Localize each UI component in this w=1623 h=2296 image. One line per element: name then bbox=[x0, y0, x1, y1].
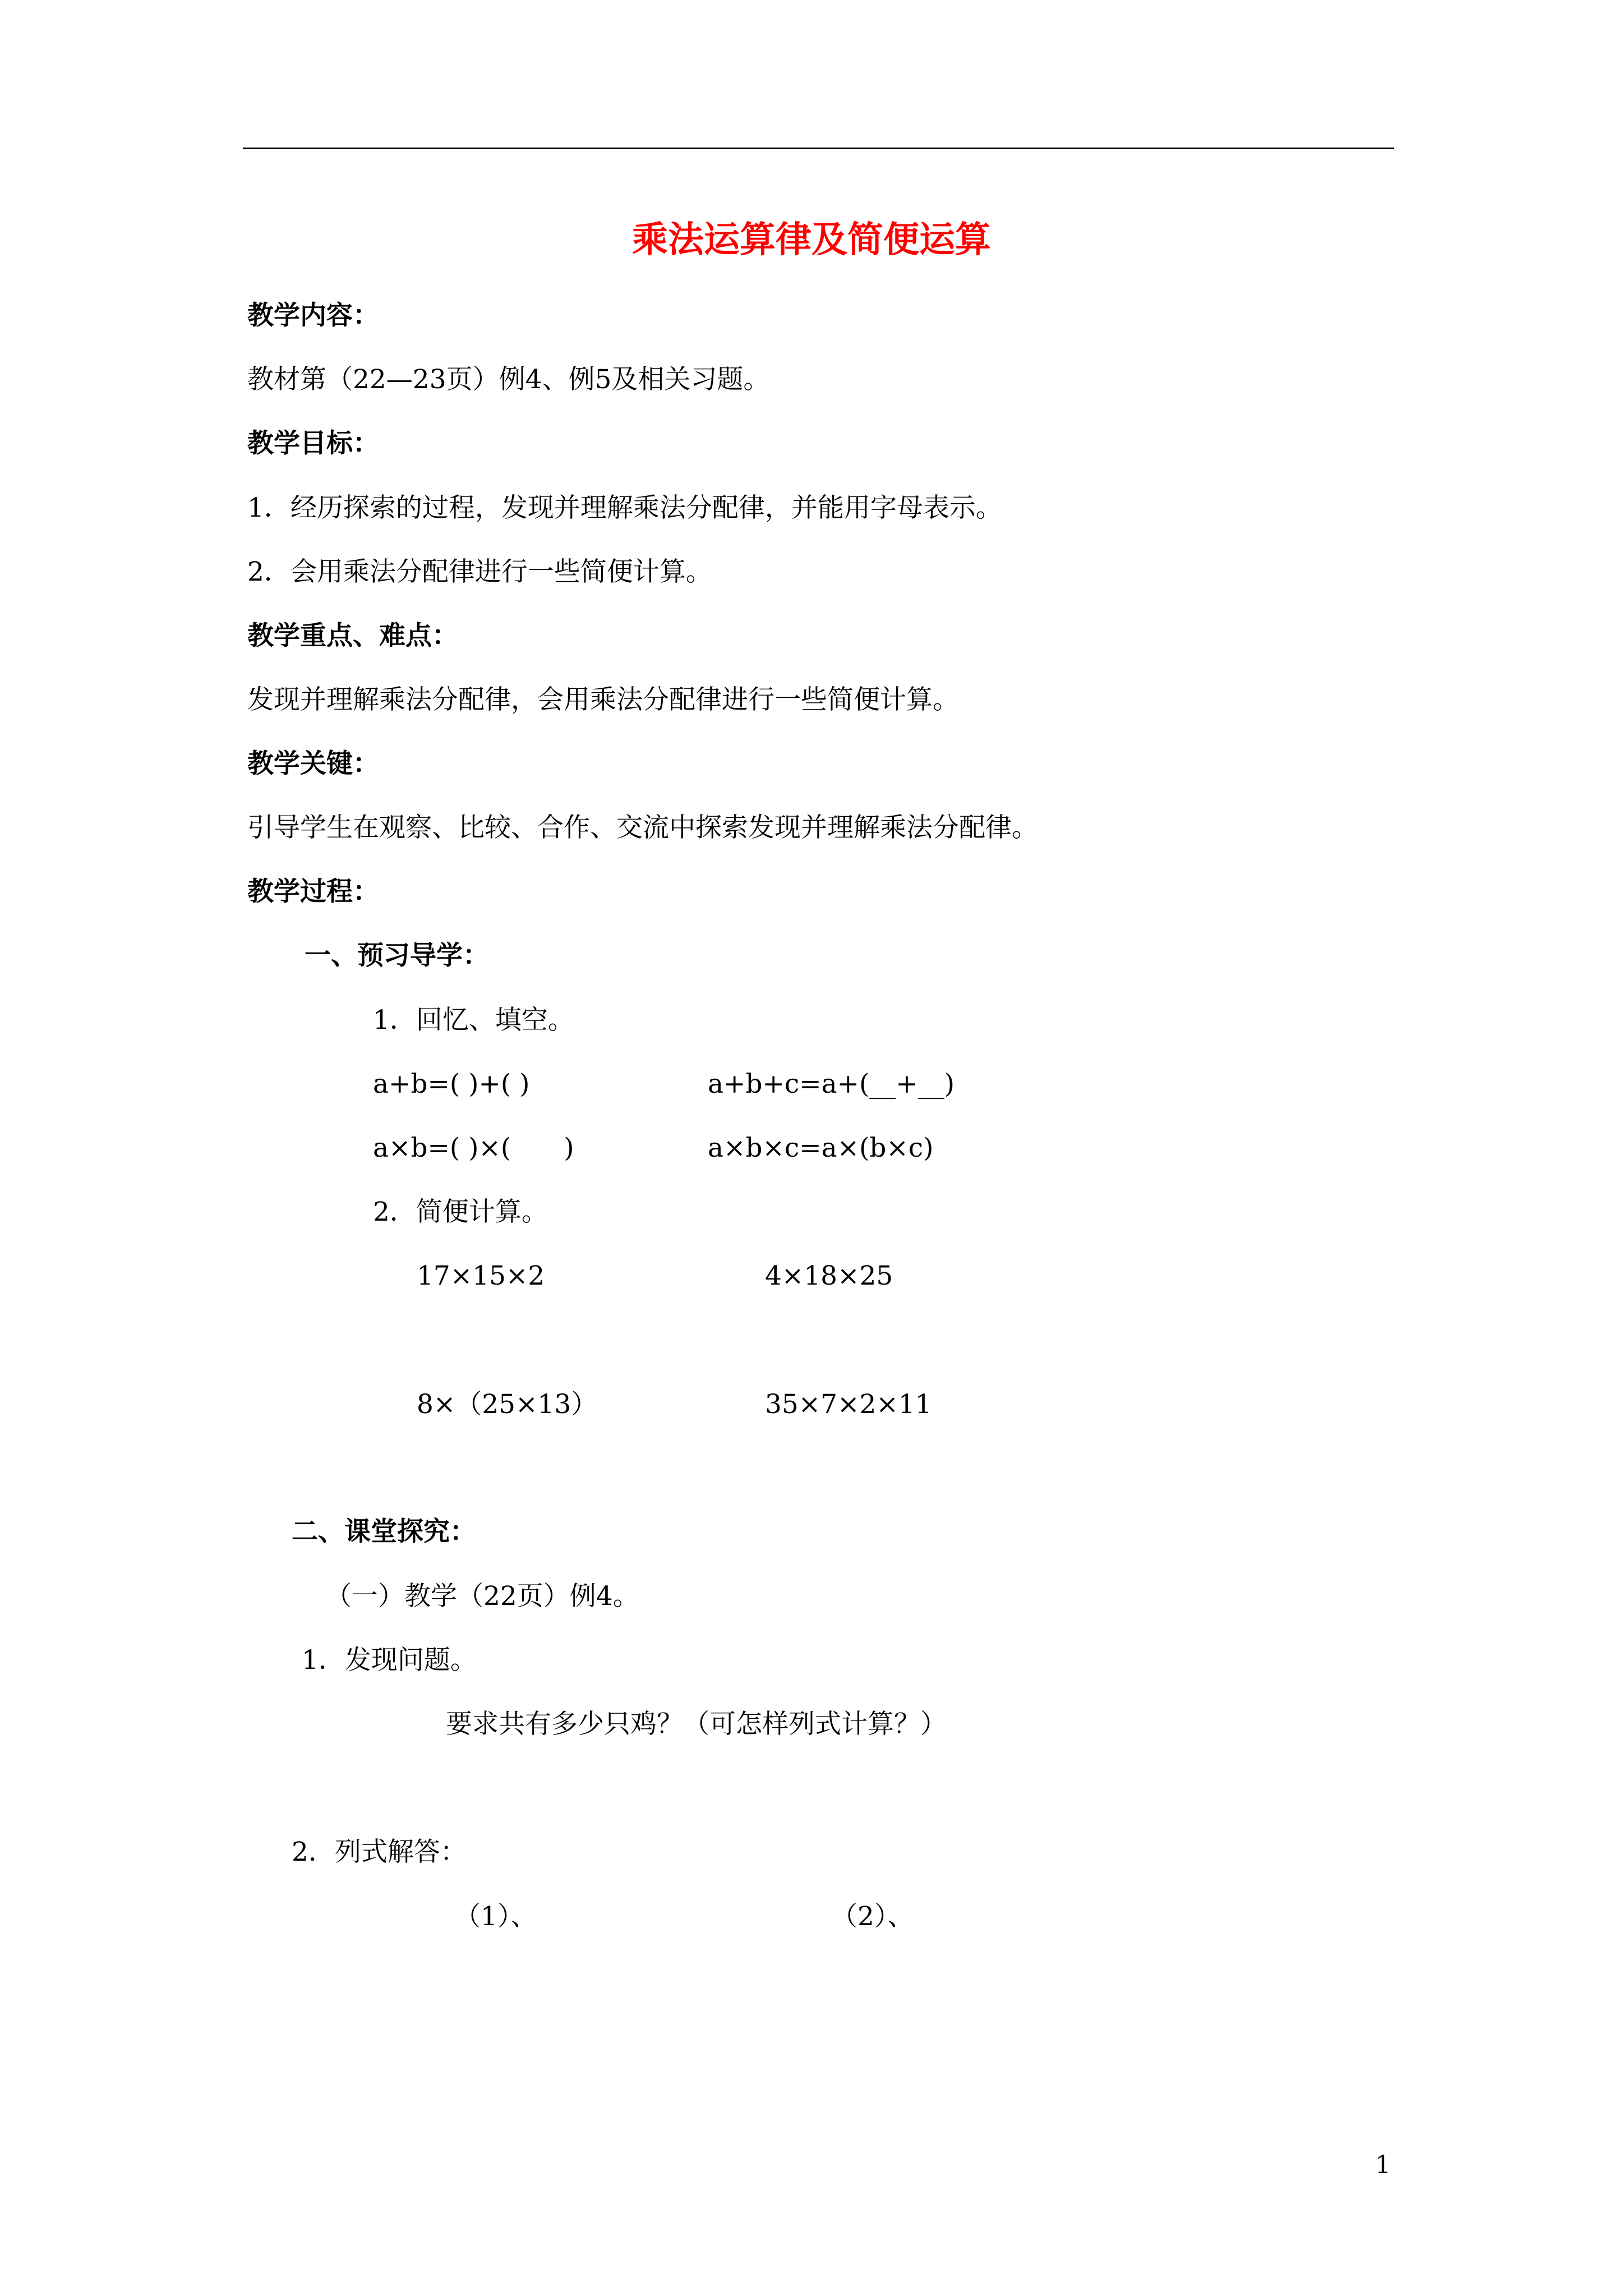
formula-4: a×b×c=a×(b×c) bbox=[708, 1133, 934, 1163]
key-heading: 教学关键： bbox=[247, 748, 379, 779]
part2-question: 要求共有多少只鸡？（可怎样列式计算？） bbox=[446, 1709, 947, 1740]
goal-1: 1．经历探索的过程，发现并理解乘法分配律，并能用字母表示。 bbox=[247, 493, 1002, 523]
goals-heading: 教学目标： bbox=[247, 428, 379, 459]
part1-item2: 2．简便计算。 bbox=[373, 1197, 548, 1227]
part2-heading: 二、课堂探究： bbox=[292, 1516, 476, 1547]
goal-2: 2．会用乘法分配律进行一些简便计算。 bbox=[247, 556, 712, 587]
part2-item1: 1．发现问题。 bbox=[302, 1645, 477, 1676]
header-rule bbox=[243, 148, 1394, 149]
content-heading: 教学内容： bbox=[247, 300, 379, 331]
part2-sub1: （一）教学（22页）例4。 bbox=[325, 1581, 639, 1612]
calc-1: 17×15×2 bbox=[417, 1260, 545, 1291]
answer-1: （1）、 bbox=[454, 1901, 537, 1932]
calc-4: 35×7×2×11 bbox=[765, 1389, 932, 1420]
process-heading: 教学过程： bbox=[247, 876, 379, 907]
focus-heading: 教学重点、难点： bbox=[247, 620, 458, 651]
page-number: 1 bbox=[1375, 2151, 1391, 2179]
formula-2: a+b+c=a+(__+__) bbox=[708, 1069, 955, 1099]
document-title: 乘法运算律及简便运算 bbox=[632, 219, 991, 261]
part1-item1: 1．回忆、填空。 bbox=[373, 1005, 574, 1036]
key-text: 引导学生在观察、比较、合作、交流中探索发现并理解乘法分配律。 bbox=[247, 812, 1038, 843]
part1-heading: 一、预习导学： bbox=[305, 940, 489, 971]
content-text: 教材第（22—23页）例4、例5及相关习题。 bbox=[247, 364, 770, 395]
answer-2: （2）、 bbox=[831, 1901, 914, 1932]
calc-3: 8×（25×13） bbox=[417, 1389, 598, 1420]
part2-item2: 2．列式解答： bbox=[292, 1837, 467, 1867]
formula-3: a×b=( )×( ) bbox=[373, 1133, 574, 1163]
formula-1: a+b=( )+( ) bbox=[373, 1069, 530, 1099]
calc-2: 4×18×25 bbox=[765, 1260, 893, 1291]
focus-text: 发现并理解乘法分配律，会用乘法分配律进行一些简便计算。 bbox=[247, 684, 959, 715]
